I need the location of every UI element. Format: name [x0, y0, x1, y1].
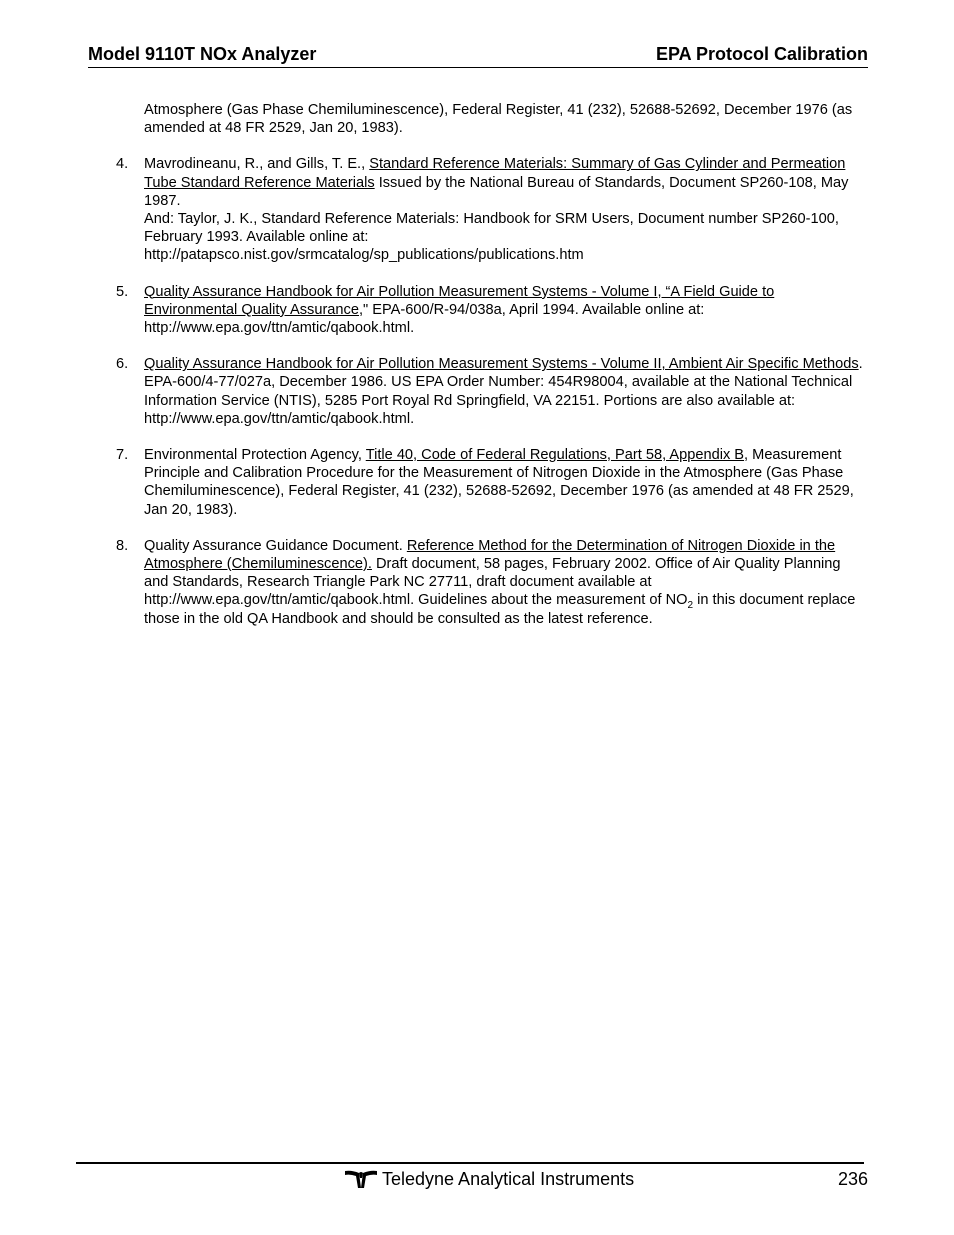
reference-number: 5.	[116, 283, 129, 300]
reference-item-7	[116, 446, 868, 519]
page-header	[88, 43, 868, 68]
reference-title: Reference Method for the Determination of Nitrogen Dioxide in the Atmosphere (Chemiluminescence).	[144, 537, 836, 573]
subscript: 2	[687, 600, 694, 612]
footer-rule	[76, 1162, 864, 1164]
reference-number: 7.	[116, 447, 129, 464]
reference-details: Draft document, 58 pages, February 2002. Office of Air Quality Planning and Standards, Research Triangle Park NC 27711, draft document available at http://www.epa.gov/ttn/amtic/qabook.html. Guidelines about the measurement of NO	[144, 556, 841, 609]
reference-details: in this document replace those in the old QA Handbook and should be consulted as the latest reference.	[144, 592, 856, 627]
reference-details: Issued by the National Bureau of Standards, Document SP260-108, May 1987.	[144, 174, 849, 209]
footer-brand	[344, 1168, 634, 1190]
reference-text	[144, 283, 868, 338]
reference-text	[144, 537, 868, 628]
reference-title: Quality Assurance Handbook for Air Pollution Measurement Systems - Volume I, “A Field Guide to Environmental Quality Assurance,	[144, 283, 775, 318]
reference-author: Environmental Protection Agency,	[144, 447, 366, 464]
header-section: EPA Protocol Calibration	[655, 44, 868, 64]
reference-details: " EPA-600/R-94/038a, April 1994. Available online at: http://www.epa.gov/ttn/amtic/qabook.html.	[144, 301, 705, 337]
reference-author: Mavrodineanu, R., and Gills, T. E.,	[144, 156, 370, 173]
reference-title: Title 40, Code of Federal Regulations, Part 58, Appendix B	[365, 447, 745, 464]
reference-item-8	[116, 537, 868, 628]
reference-item-6	[116, 355, 868, 428]
reference-continuation	[116, 101, 868, 137]
reference-number: 8.	[116, 537, 129, 554]
reference-title: Quality Assurance Handbook for Air Pollution Measurement Systems - Volume II, Ambient Air Specific Methods	[144, 356, 859, 373]
reference-author: Quality Assurance Guidance Document.	[144, 537, 407, 554]
reference-text	[144, 446, 868, 519]
reference-number: 6.	[116, 356, 129, 373]
reference-text	[144, 355, 868, 428]
reference-text: Atmosphere (Gas Phase Chemiluminescence), Federal Register, 41 (232), 52688-52692, December 1976 (as amended at 48 FR 2529, Jan 20, 1983).	[144, 102, 853, 137]
reference-title: Standard Reference Materials: Summary of Gas Cylinder and Permeation Tube Standard Reference Materials	[144, 156, 846, 191]
reference-item-5	[116, 283, 868, 338]
reference-number: 4.	[116, 156, 129, 173]
header-title: Model 9110T NOx Analyzer	[88, 44, 317, 64]
reference-text: And: Taylor, J. K., Standard Reference Materials: Handbook for SRM Users, Document number SP260-100, February 1993. Available online at:	[144, 211, 839, 246]
teledyne-logo-icon	[344, 1168, 378, 1190]
reference-details: . EPA-600/4-77/027a, December 1986. US EPA Order Number: 454R98004, available at the National Technical Information Service (NTIS), 5285 Port Royal Rd Springfield, VA 22151. Portions are also available at: http://www.epa.gov/ttn/amtic/qabook.html.	[144, 356, 863, 427]
footer-company: Teledyne Analytical Instruments	[382, 1169, 635, 1189]
page-footer	[76, 1168, 868, 1192]
reference-item-4	[116, 155, 868, 264]
references-list	[116, 101, 868, 646]
reference-url: http://patapsco.nist.gov/srmcatalog/sp_publications/publications.htm	[144, 247, 584, 264]
page-number: 236	[837, 1169, 868, 1189]
reference-text	[144, 155, 868, 210]
reference-details: , Measurement Principle and Calibration Procedure for the Measurement of Nitrogen Dioxide in the Atmosphere (Gas Phase Chemiluminescence), Federal Register, 41 (232), 52688-52692, December 1976 (as amended at 48 FR 2529, Jan 20, 1983).	[144, 447, 854, 518]
